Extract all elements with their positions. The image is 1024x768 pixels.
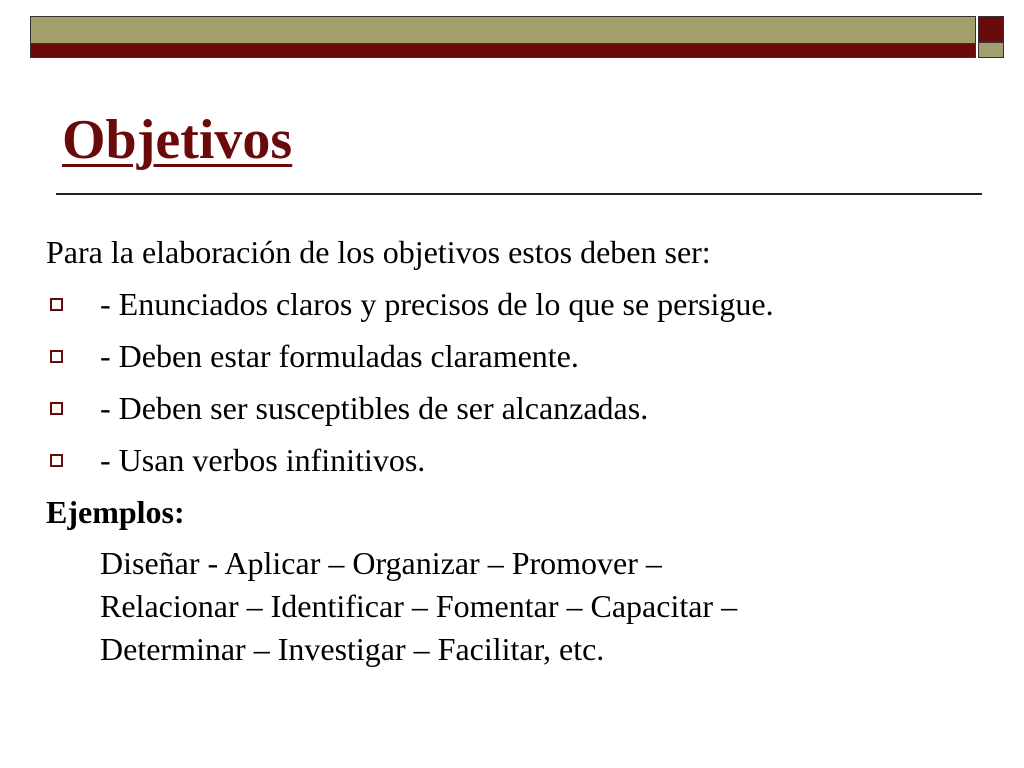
examples-line: Relacionar – Identificar – Fomentar – Capacitar –: [100, 588, 738, 624]
slide-body: [46, 226, 986, 671]
header-band-olive: [31, 17, 975, 44]
hollow-square-bullet-icon: [50, 350, 63, 363]
bullet-text: - Deben ser susceptibles de ser alcanzadas.: [100, 390, 649, 426]
header-band-maroon: [31, 44, 975, 57]
bullet-text: - Usan verbos infinitivos.: [100, 442, 426, 478]
list-item: [46, 278, 986, 330]
bullet-list: [46, 278, 986, 486]
header-band: [30, 16, 976, 58]
list-item: [46, 330, 986, 382]
hollow-square-bullet-icon: [50, 454, 63, 467]
corner-block-maroon: [978, 16, 1004, 42]
title-divider: [56, 193, 982, 195]
examples-heading: Ejemplos:: [46, 494, 185, 530]
examples-line: Diseñar - Aplicar – Organizar – Promover –: [100, 545, 662, 581]
hollow-square-bullet-icon: [50, 402, 63, 415]
hollow-square-bullet-icon: [50, 298, 63, 311]
intro-text: Para la elaboración de los objetivos estos deben ser:: [46, 234, 711, 270]
bullet-text: - Enunciados claros y precisos de lo que se persigue.: [100, 286, 774, 322]
examples-line: Determinar – Investigar – Facilitar, etc.: [100, 631, 605, 667]
bullet-text: - Deben estar formuladas claramente.: [100, 338, 579, 374]
list-item: [46, 382, 986, 434]
list-item: [46, 434, 986, 486]
slide-title: Objetivos: [62, 109, 293, 171]
corner-block-olive: [978, 42, 1004, 58]
examples-text: [46, 542, 986, 671]
